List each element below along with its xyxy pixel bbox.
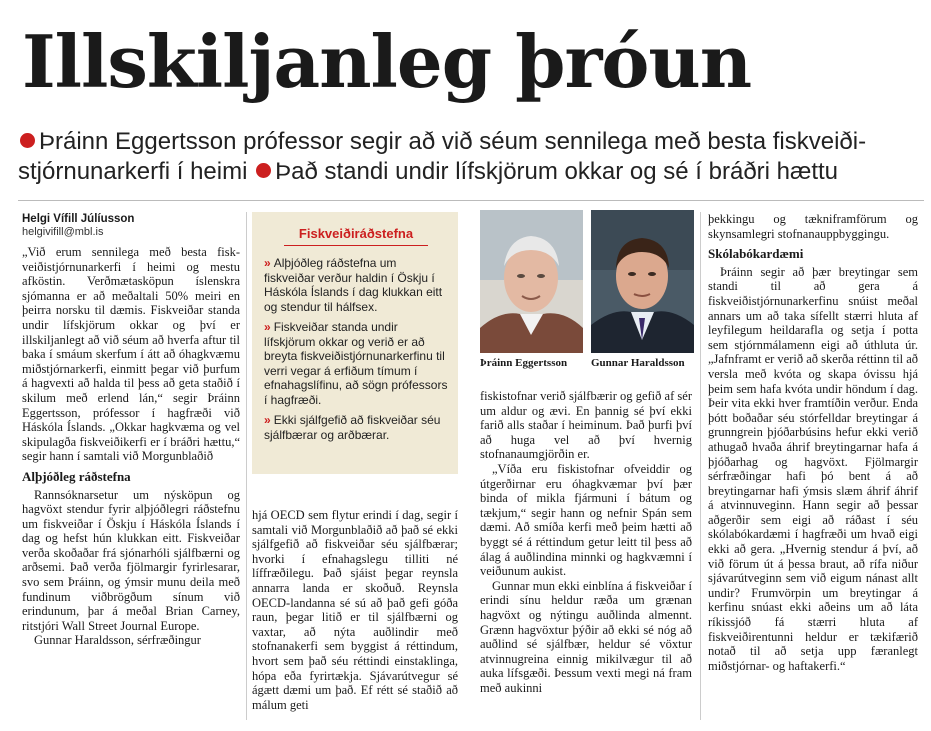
column-2 [252,508,458,712]
byline-email[interactable]: helgivifill@mbl.is [22,226,104,238]
deck-part-2: Það standi undir lífskjörum okkar og sé í bráðri hættu [275,158,839,185]
byline-name: Helgi Vífill Júlíusson [22,213,135,225]
column-4 [708,212,918,673]
double-chevron-icon: » [264,320,271,334]
caption-thrainn: Þráinn Eggertsson [480,357,568,369]
column-divider [700,212,701,720]
deck [18,127,918,187]
portrait-gunnar-photo [591,210,694,353]
bullet-dot-icon [20,133,35,148]
col1-paragraph-3: Gunnar Haraldsson, sérfræðingur [34,633,201,648]
col2-paragraph-1: hjá OECD sem flytur erindi í dag, segir í samtali við Morgunblaðið að það sé ekki sjálfgefið að fiskveiðar séu sjálfbærar; hvorki í efnahagslegu tilliti né líffræðilegu. Það sjáist þegar reynsla annarra landa er skoðuð. Reynsla OECD-landanna sé sú að það gefi góða raun, þegar litið er til sjálfbærni og vaxtar, að nýta auðlindir með stofnanakerfi sem byggist á réttindum, hvort sem það séu réttindi einstaklinga, hópa eða fyrirtækja. Sjávarútvegur sé ágætt dæmi um það. Ef rétt sé staðið að málum geti [252,508,458,712]
col3-paragraph-2: „Víða eru fiskistofnar ofveiddir og útgerðirnar eru óhagkvæmar því þær binda of mikla fjármuni í bátum og tækjum,“ segir hann og nefnir Spán sem dæmi. Að smíða kerfi með þeim hætti að byggt sé á réttindum getur leitt til þess að álag á auðlindina minnki og hagkvæmni í veiðunum aukist. [480,461,692,579]
col4-subheading: Skólabókardæmi [708,246,804,262]
sidebar-item [264,320,448,407]
top-rule [18,200,924,201]
sidebar-item [264,256,448,314]
caption-gunnar: Gunnar Haraldsson [591,357,685,369]
sidebar-box [252,212,458,474]
sidebar-item-text: Ekki sjálfgefið að fiskveiðar séu sjálfbærar og arðbærar. [264,413,441,442]
col3-paragraph-1: fiskistofnar verið sjálfbærir og gefið af sér um aldur og ævi. En þannig sé því ekki farið alls staðar í heiminum. Það þurfi því að huga vel að því hvernig stofnanaumgjörðin er. [480,389,692,462]
column-3 [480,389,692,695]
col1-paragraph-2: Rannsóknarsetur um nýsköpun og hagvöxt stendur fyrir alþjóðlegri ráðstefnu um fiskveiðar í Öskju í Háskóla Íslands í dag og hefst hún klukkan eitt. Fiskveiðar verða skoðaðar frá sjónarhóli sjálfbærni og arðsemi. Það verða fjölmargir fyrirlesarar, svo sem Þráinn, og ýmsir munu deila með fundinum viðbrögðum sínum við erindunum, þar á meðal Brian Carney, ritstjóri Wall Street Journal Europe. [22,487,240,633]
column-divider [246,212,247,720]
deck-part-1: Þráinn Eggertsson prófessor segir að við séum sennilega með besta fiskveiði-stjórnunarkerfi í heimi [18,128,867,185]
col3-paragraph-3: Gunnar mun ekki einblína á fiskveiðar í erindi sínu heldur ræða um grænan hagvöxt og nýtingu auðlinda almennt. Grænn hagvöxtur þýðir að ekki sé nóg að auðlind sé sjálfbær, heldur sé vöxtur atvinnugreina einnig mikilvægur til að auka lífsgæði. Þessum vexti megi ná fram með aukinni [480,578,692,695]
double-chevron-icon: » [264,256,271,270]
col4-paragraph-1: þekkingu og tækniframförum og skynsamlegri stofnanauppbyggingu. [708,212,918,241]
col4-paragraph-2: Þráinn segir að þær breytingar sem standi til að gera á fiskveiðistjórnunarkerfinu snúist meðal annars um að taka sífellt stærri hluta af leyfilegum heildarafla og setja í potta sem stjórnmálamenn eigi að úthluta úr. „Jafnframt er verið að skerða réttinn til að versla með kvóta og skapa óvissu hjá þeim sem hafa kvóta undir höndum í dag. Þeir vita ekki hver framtíðin verður. Enda þótt boðaðar séu stórfelldar breytingar á grunngrein þjóðarbúsins hefur ekki verið athugað hvaða áhrif breytingarnar hafa á þjóðarhag og hagvöxt. Fjölmargir sérfræðingar hafi þó bent á að breytingarnar hafi ýmsis slæm áhrif áhrif á atvinnuveginn. Hann segir að þessar aðgerðir sem eigi að ráðast í séu skólabókardæmi í hagfræði um hvað eigi ekki að gera. „Hvernig stendur á því, að við förum út á þessa braut, að rífa niður sjávarútveginn sem við eigum nánast allt undir? Frumvörpin um breytingar á kerfinu snúast ekki aðeins um að láta ríkissjóð fá stærri hluta af fiskveiðirentunni heldur er tækifærið notað til að setja upp færanlegt miðstjórnar- og haftakerfi.“ [708,264,918,673]
double-chevron-icon: » [264,413,271,427]
bullet-dot-icon [256,163,271,178]
headline: Illskiljanleg þróun [22,19,752,104]
col1-subheading: Alþjóðleg ráðstefna [22,468,131,484]
column-1 [22,212,240,648]
portrait-thrainn-photo [480,210,583,353]
sidebar-title: Fiskveiðiráðstefna [284,226,428,246]
sidebar-item-text: Fiskveiðar standa undir lífskjörum okkar og verið er að breyta fiskveiðistjórnunarkerfinu til verri vegar á erfiðum tímum í efnahagslífinu, að sögn prófessors í hagfræði. [264,320,448,407]
sidebar-item [264,413,448,442]
col1-paragraph-1: „Við erum sennilega með besta fisk-veiðistjórnunarkerfi í heimi og mestu afköstin. Verðmætasköpun íslenskra sjómanna er að meðaltali 50% meiri en þeirra norsku til dæmis. Fiskveiðar standa undir lífskjörum okkar og því er illskiljanlegt að við séum að hverfa aftur til baka í smáum skerfum í átt að óhagkvæmu miðstjórnarkerfi, einmitt þegar við þurfum á hagvexti að halda til þess að geta staðið í skilum með erlend lán,“ segir Þráinn Eggertsson, prófessor í hagfræði við Háskóla Íslands. „Okkar hagkvæma og vel skipulagða fiskveiðikerfi er í bráðri hættu,“ segir hann í samtali við Morgunblaðið [22,245,240,464]
sidebar-item-text: Alþjóðleg ráðstefna um fiskveiðar verður haldin í Öskju í Háskóla Íslands í dag klukkan eitt og stendur til hálfsex. [264,256,443,314]
